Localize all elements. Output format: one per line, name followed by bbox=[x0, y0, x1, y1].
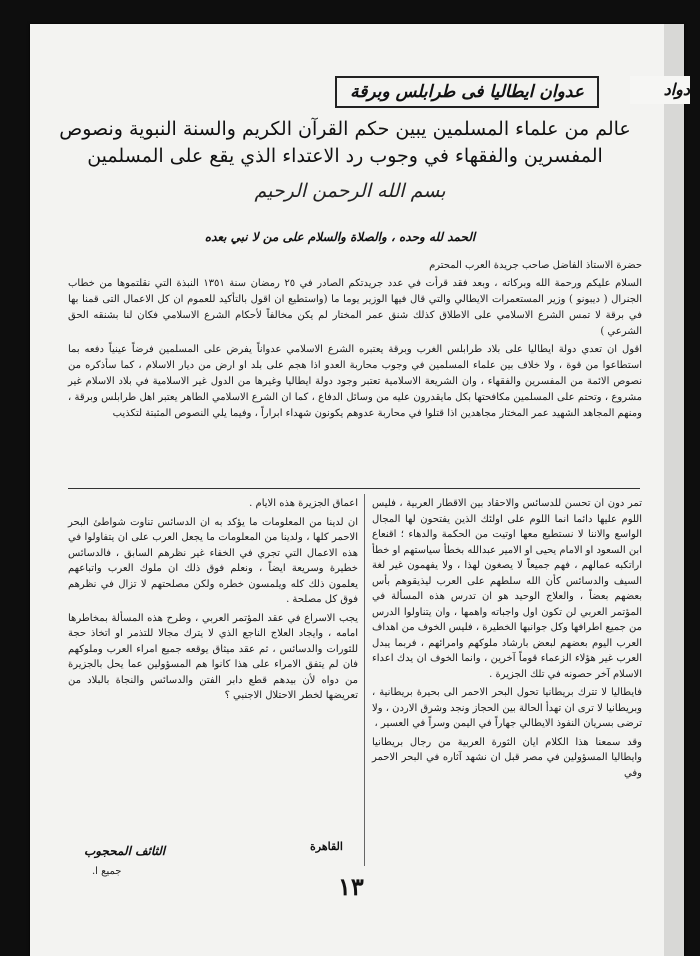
dateline-place: القاهرة bbox=[310, 840, 343, 853]
article-headline: عدوان ايطاليا فى طرابلس وبرقة bbox=[335, 76, 599, 108]
praise-line: الحمد لله وحده ، والصلاة والسلام على من لا نبي بعده bbox=[204, 230, 476, 244]
column-paragraph: تمر دون ان تحسن للدسائس والاحقاد بين الاقطار العربية ، فليس اللوم عليها دائما انما اللوم على اولئك الذين يفتحون لها المجال الواسع والاننا لا نستطيع معها اوتيت من الحكمة والدهاء ؛ اقنعاع ابن السعود او الامام يحيى او الامير عبدالله بخطأ سياستهم او خطأ اراتكبه عمالهم ، فهم جميعاً لا يصغون لهذا ، ولا يفهمون غير لغة السيف والدسائس كأن الله سلطهم على العرب ليذيقوهم بأس بعضهم بعضاً ، والعلاج الوحيد هو ان تدرس هذه المسألة في المؤتمر العربي لن تكون اول واجباته واهمها ، وان يتناولوا الدرس من جميع اطرافها وكل جوانبها الخطيرة ، فليس الخوف من اهداف العرب اليوم بعضهم لبعض بارشاد ملوكهم وامرائهم ، فربما يبدل العرب غير هؤلاء الزعماء قوماً آخرين ، وانما الخوف ان يدك اعداء الاسلام آخر حصونه في تلك الجزيرة . bbox=[372, 498, 642, 680]
salutation: حضرة الاستاذ الفاضل صاحب جريدة العرب المحترم bbox=[429, 260, 642, 271]
column-divider bbox=[364, 494, 365, 866]
left-column bbox=[68, 496, 358, 707]
signature-note: جميع ا. bbox=[92, 866, 122, 877]
page-edge bbox=[664, 24, 684, 956]
column-paragraph: اعماق الجزيرة هذه الايام . bbox=[249, 498, 358, 509]
intro-paragraph: السلام عليكم ورحمة الله وبركاته ، وبعد فقد قرأت في عدد جريدتكم الصادر في ٢٥ رمضان سنة ١٣٥١ النبذة التي نقلتموها من خطاب الجنرال ( ديبونو ) وزير المستعمرات الايطالي والتي قال فيها الوزير يوما ما (واستطيع ان اقول بالتأكيد للعموم ان كل الاعمال التى قمنا بها في برقة لا تمس الشرع الاسلامي على الاطلاق كذلك شنق عمر المختار لم يكن مخالفاً لأحكام الشرع الاسلامي فكان لنا بشنقه الحق الشرعي ) bbox=[68, 278, 643, 337]
section-rule bbox=[68, 488, 640, 489]
intro-section bbox=[68, 258, 642, 424]
basmala-calligraphy: بسم الله الرحمن الرحيم bbox=[254, 180, 446, 202]
page-number: ١٣ bbox=[338, 872, 364, 901]
column-paragraph: ان لدينا من المعلومات ما يؤكد به ان الدسائس تناوت شواطئ البحر الاحمر كلها ، ولدينا من المعلومات ما يجعل العرب على ان يتفاولوا في هذه الاعمال التي تجري في الخفاء غير نظرهم السابق ، فالدسائس خطيرة وسريعة ايضاً ، ونعلم فوق ذلك ان ملوك العرب واتباعهم يعلمون ذلك كله ويلمسون خطره ولكن مصلحتهم لا تزال في نظرهم فوق كل مصلحة . bbox=[68, 516, 358, 605]
right-column bbox=[372, 496, 642, 784]
author-signature: الثائف المحجوب bbox=[84, 844, 166, 858]
column-paragraph: يجب الاسراع في عقد المؤتمر العربي ، وطرح هذه المسألة بمخاطرها امامه ، وايجاد العلاج الناجع الذي لا يترك مجالا للتذمر او اتخاذ حجة للثورات والدسائس ، ثم عقد ميثاق يوقعه جميع امراء العرب وملوكهم فان لم يتفق الامراء على هذا كانوا هم المسؤولين عما يحل بالجزيرة من دواه لأن بيدهم قطع دابر الفتن والدسائس والنجاة بالبلاد من تعريضها لخطر الاحتلال الاجنبي ؟ bbox=[68, 612, 358, 701]
intro-paragraph: اقول ان تعدي دولة ايطاليا على بلاد طرابلس الغرب وبرقة يعتبره الشرع الاسلامي عدواناً يفرض على المسلمين فرضاً عينياً دفعه بما استطاعوا من قوة ، ولا خلاف بين علماء المسلمين في وجوب محاربة العدو اذا هجم على بلد او ارض من ديار الاسلام ، كما سأذكره من نصوص الائمة من المفسرين والفقهاء ، وان الشريعة الاسلامية تعتبر وجود دولة ايطاليا وغيرها من الدول غير الاسلامية في بلاد الاسلام غير مشروع ، وتحتم على المسلمين مكافحتها بكل مايقدرون عليه من وسائل الدفاع ، كما ان الشرع الاسلامي الطاهر يعتبر اهل طرابلس وبرقة ، ومنهم المجاهد الشهيد عمر المختار مجاهدين اذا قتلوا في محاربة عدوهم يكونون شهداء ابراراً ، وفيما يلي النصوص المثبتة لتكذيب bbox=[68, 344, 642, 419]
article-title: عالم من علماء المسلمين يبين حكم القرآن الكريم والسنة النبوية ونصوص المفسرين والفقهاء في وجوب رد الاعتداء الذي يقع على المسلمين bbox=[59, 118, 631, 167]
column-paragraph: وقد سمعنا هذا الكلام ايان الثورة العربية من رجال بريطانيا وايطاليا المسؤولين في مصر قبل ان نشهد آثاره في البحر الاحمر وفي bbox=[372, 736, 642, 779]
side-tab-label: دواد bbox=[630, 76, 690, 104]
column-paragraph: فايطاليا لا تترك بريطانيا تحول البحر الاحمر الى بحيرة بريطانية ، وبريطانيا لا ترى ان تهدأ الحالة بين الحجاز ونجد وشرق الاردن ، ولا ترضى بسريان النفوذ الايطالي جهاراً في اليمن وسراً في العسير ، bbox=[372, 687, 642, 729]
